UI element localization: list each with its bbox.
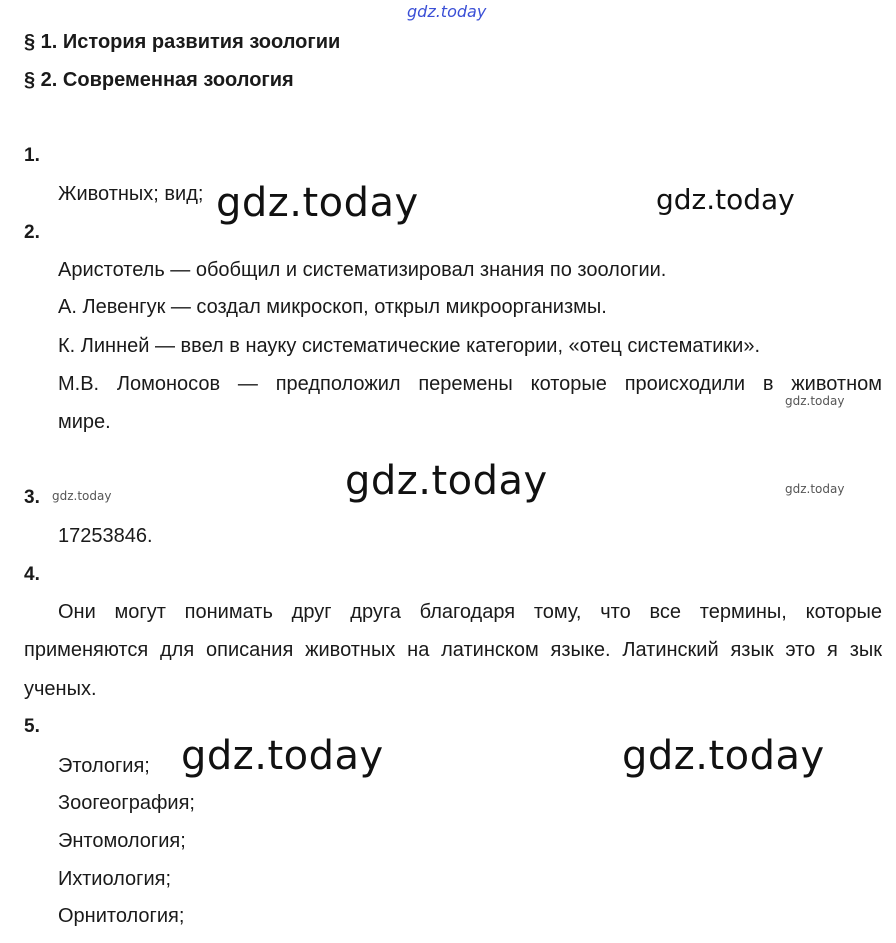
task-2-line-lomonosov-cont: мире. [58,411,111,433]
task-1-number: 1. [24,145,40,166]
task-5-item-ichthyology: Ихтиология; [58,868,172,890]
watermark-large: gdz.today [181,733,384,779]
heading-section-1: § 1. История развития зоологии [24,31,341,53]
watermark-small: gdz.today [785,394,845,408]
task-1-answer: Животных; вид; [58,183,204,205]
task-5-item-ornithology: Орнитология; [58,905,185,927]
watermark-small: gdz.today [785,482,845,496]
task-4-number: 4. [24,564,40,585]
task-2-line-leeuwenhoek: А. Левенгук — создал микроскоп, открыл микроорганизмы. [58,296,607,318]
watermark-top: gdz.today [407,2,487,21]
task-4-line-3: ученых. [24,678,97,700]
watermark-medium: gdz.today [656,183,795,216]
task-3-answer: 17253846. [58,525,153,547]
task-5-number: 5. [24,716,40,737]
task-2-line-linnaeus: К. Линней — ввел в науку систематические категории, «отец систематики». [58,335,761,357]
heading-section-2: § 2. Современная зоология [24,69,294,91]
task-2-number: 2. [24,222,40,243]
watermark-large: gdz.today [345,458,548,504]
task-5-item-ethology: Этология; [58,755,150,777]
task-2-line-aristotle: Аристотель — обобщил и систематизировал знания по зоологии. [58,259,667,281]
task-4-line-1: Они могут понимать друг друга благодаря тому, что все термины, которые [58,601,882,623]
task-3-number: 3. [24,487,40,508]
watermark-small: gdz.today [52,489,112,503]
task-5-item-entomology: Энтомология; [58,830,186,852]
task-5-item-zoogeography: Зоогеография; [58,792,195,814]
task-2-line-lomonosov: М.В. Ломоносов — предположил перемены которые происходили в животном [58,373,882,395]
watermark-large: gdz.today [216,180,419,226]
watermark-large: gdz.today [622,733,825,779]
task-4-line-2: применяются для описания животных на латинском языке. Латинский язык это я зык [24,639,882,661]
